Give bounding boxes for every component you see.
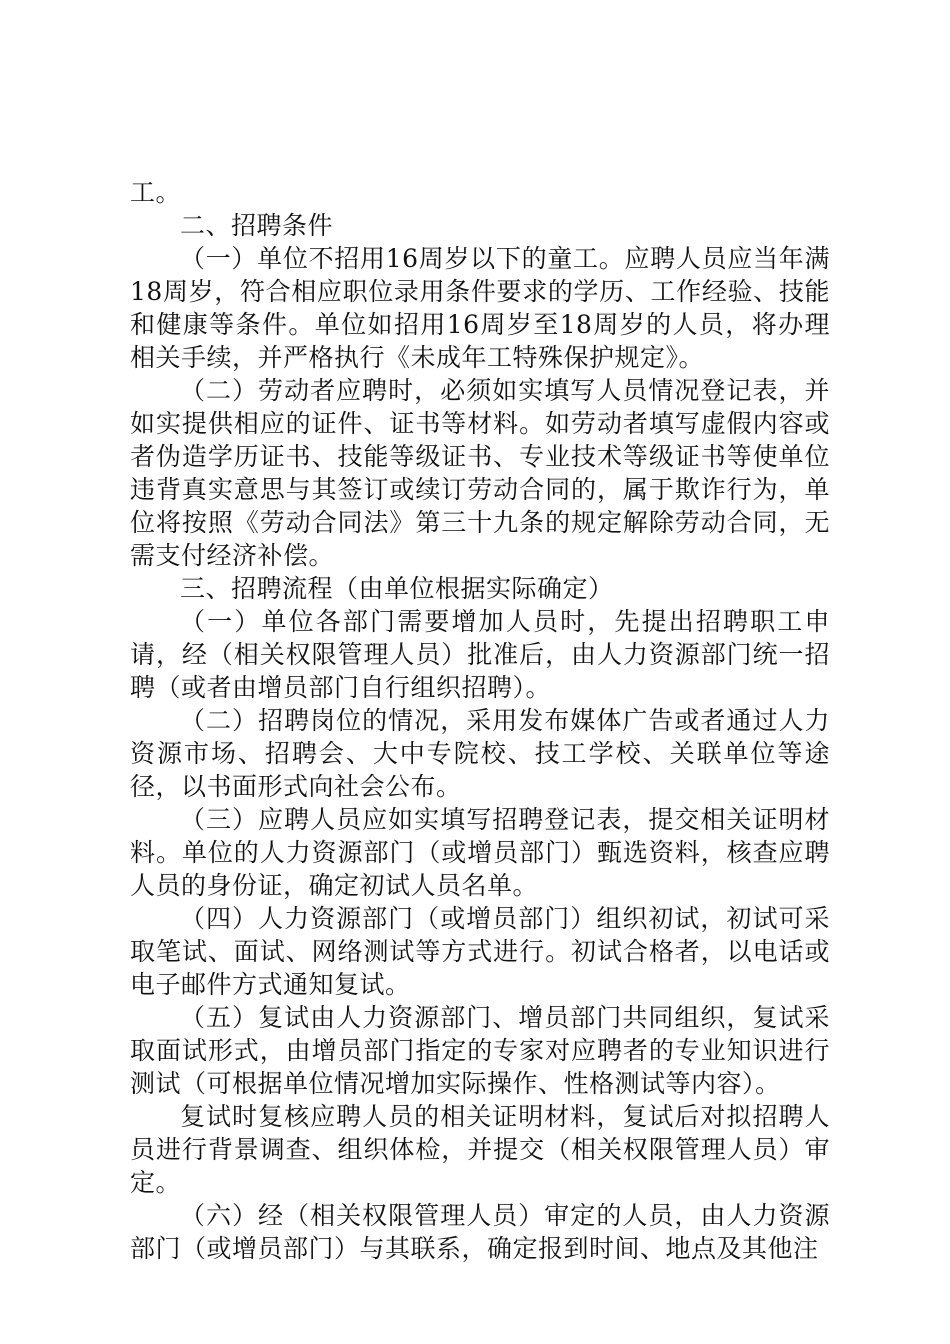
paragraph-condition-1: （一）单位不招用16周岁以下的童工。应聘人员应当年满18周岁，符合相应职位录用条件要求的学历、工作经验、技能和健康等条件。单位如招用16周岁至18周岁的人员，将办理相关手续，并严格执行《未成年工特殊保护规定》。 — [130, 244, 830, 372]
paragraph-process-2: （二）招聘岗位的情况，采用发布媒体广告或者通过人力资源市场、招聘会、大中专院校、技工学校、关联单位等途径，以书面形式向社会公布。 — [130, 706, 830, 801]
paragraph-process-4: （四）人力资源部门（或增员部门）组织初试，初试可采取笔试、面试、网络测试等方式进行。初试合格者，以电话或电子邮件方式通知复试。 — [130, 904, 830, 999]
paragraph-process-5: （五）复试由人力资源部门、增员部门共同组织，复试采取面试形式，由增员部门指定的专家对应聘者的专业知识进行测试（可根据单位情况增加实际操作、性格测试等内容）。 — [130, 1003, 830, 1098]
section-heading-recruitment-conditions: 二、招聘条件 — [180, 211, 334, 240]
paragraph-continuation: 工。 — [130, 178, 182, 207]
paragraph-process-3: （三）应聘人员应如实填写招聘登记表，提交相关证明材料。单位的人力资源部门（或增员部门）甄选资料，核查应聘人员的身份证，确定初试人员名单。 — [130, 805, 830, 900]
section-heading-recruitment-process: 三、招聘流程（由单位根据实际确定） — [180, 574, 614, 603]
paragraph-process-6: （六）经（相关权限管理人员）审定的人员，由人力资源部门（或增员部门）与其联系，确定报到时间、地点及其他注 — [130, 1201, 830, 1263]
paragraph-condition-2: （二）劳动者应聘时，必须如实填写人员情况登记表，并如实提供相应的证件、证书等材料。如劳动者填写虚假内容或者伪造学历证书、技能等级证书、专业技术等级证书等使单位违背真实意思与其签订或续订劳动合同的，属于欺诈行为，单位将按照《劳动合同法》第三十九条的规定解除劳动合同，无需支付经济补偿。 — [130, 376, 830, 570]
paragraph-process-5-review: 复试时复核应聘人员的相关证明材料，复试后对拟招聘人员进行背景调查、组织体检，并提交（相关权限管理人员）审定。 — [130, 1102, 830, 1197]
document-body — [130, 176, 830, 1265]
paragraph-process-1: （一）单位各部门需要增加人员时，先提出招聘职工申请，经（相关权限管理人员）批准后，由人力资源部门统一招聘（或者由增员部门自行组织招聘）。 — [130, 607, 830, 702]
